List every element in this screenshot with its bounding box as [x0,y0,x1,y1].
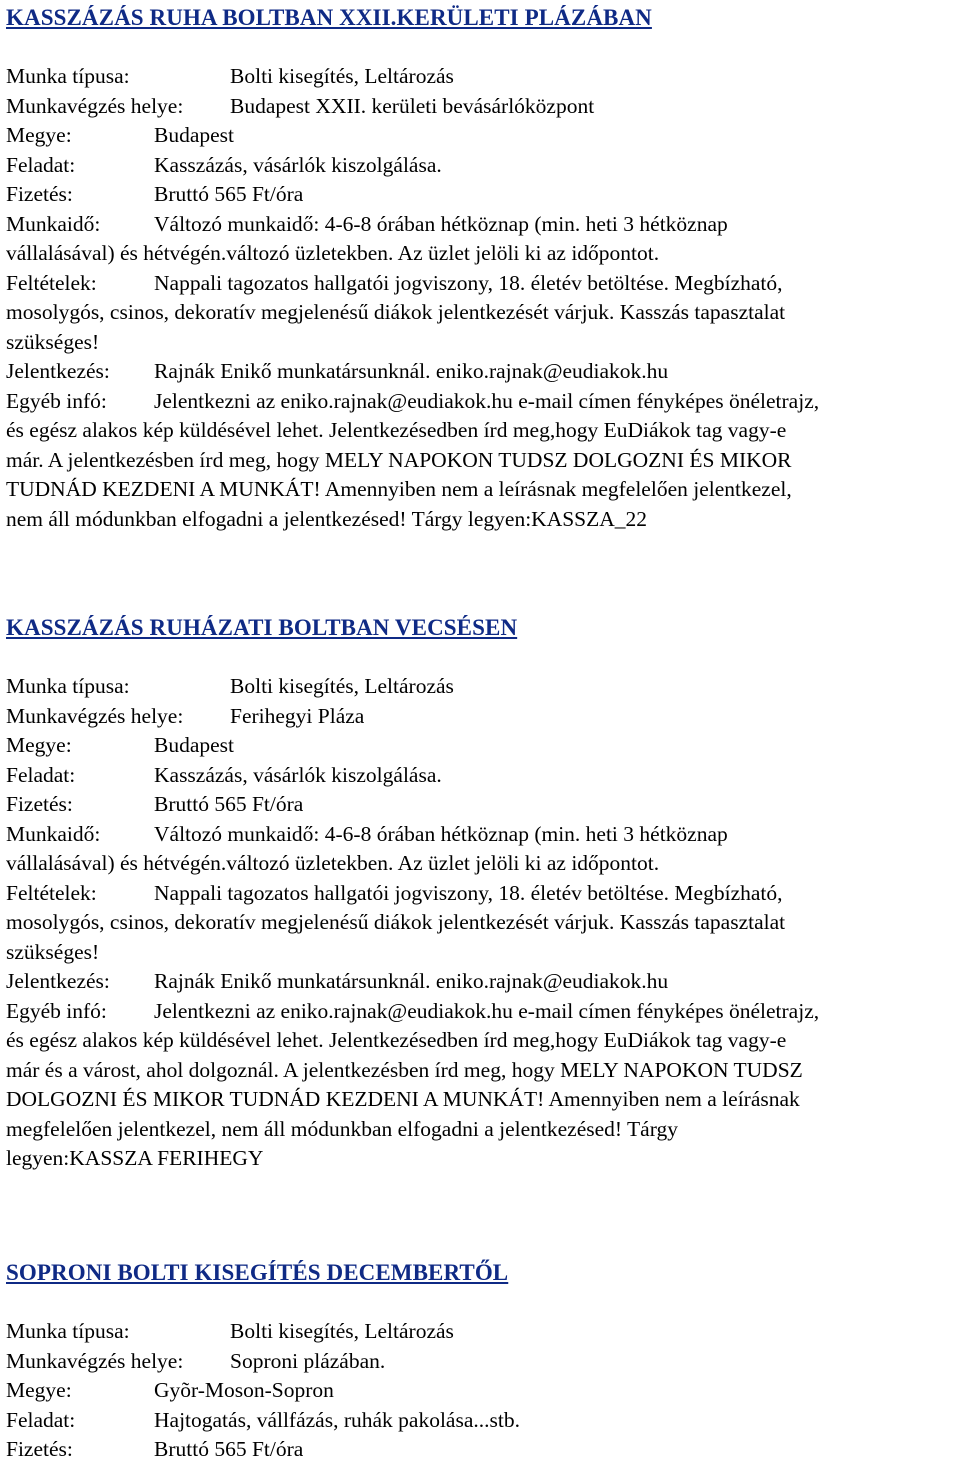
field-label: Megye: [6,123,72,147]
field-label: Feladat: [6,762,76,787]
field-fizetes [6,180,956,210]
field-value: Kasszázás, vásárlók kiszolgálása. [154,152,442,177]
field-helye [6,702,956,732]
field-munkaido [6,820,956,879]
field-value: Budapest [154,733,235,757]
field-value-cont: és egész alakos kép küldésével lehet. Jelentkezésedben írd meg,hogy EuDiákok tag vagy-e [6,1028,787,1052]
field-label: Feladat: [6,1407,76,1432]
field-label: Fizetés: [6,182,73,206]
field-value: Bruttó 565 Ft/óra [154,792,304,816]
field-label: Munka típusa: [6,674,130,698]
field-feltetelek [6,879,956,968]
field-label: Jelentkezés: [6,359,110,383]
field-label: Jelentkezés: [6,969,110,993]
field-value: Gyõr-Moson-Sopron [154,1378,334,1402]
field-feladat [6,151,956,181]
field-label: Munkaidő: [6,211,101,236]
job-listing-3 [6,1255,956,1465]
field-value: Soproni plázában. [230,1348,386,1373]
job-details [6,62,956,534]
job-title: KASSZÁZÁS RUHA BOLTBAN XXII.KERÜLETI PLÁZÁBAN [6,5,652,30]
field-feladat [6,761,956,791]
field-value: Bolti kisegítés, Leltározás [230,674,454,698]
field-feladat [6,1406,956,1436]
field-value-cont: megfelelően jelentkezel, nem áll módunkban elfogadni a jelentkezésed! Tárgy [6,1116,679,1141]
field-fizetes [6,1435,956,1465]
field-value-cont: vállalásával) és hétvégén.változó üzletekben. Az üzlet jelöli ki az időpontot. [6,851,660,875]
field-jelentkezes [6,357,956,387]
job-title: SOPRONI BOLTI KISEGÍTÉS DECEMBERTŐL [6,1260,509,1285]
field-value: Nappali tagozatos hallgatói jogviszony, 18. életév betöltése. Megbízható, [154,270,783,295]
field-value-cont: TUDNÁD KEZDENI A MUNKÁT! Amennyiben nem a leírásnak megfelelően jelentkezel, [6,477,792,501]
field-value: Változó munkaidő: 4-6-8 órában hétköznap (min. heti 3 hétköznap [154,211,728,236]
field-value: Bruttó 565 Ft/óra [154,1437,304,1461]
field-value-cont: mosolygós, csinos, dekoratív megjelenésű diákok jelentkezését várjuk. Kasszás tapasztalat [6,910,786,934]
field-egyeb [6,387,956,535]
field-label: Munkavégzés helye: [6,93,184,118]
field-megye [6,121,956,151]
job-details [6,1317,956,1465]
field-value: Budapest [154,123,235,147]
field-value-cont: nem áll módunkban elfogadni a jelentkezésed! Tárgy legyen:KASSZA_22 [6,506,648,531]
field-value-cont: vállalásával) és hétvégén.változó üzletekben. Az üzlet jelöli ki az időpontot. [6,241,660,265]
field-value: Jelentkezni az eniko.rajnak@eudiakok.hu e-mail címen fényképes önéletrajz, [154,998,820,1023]
field-value: Jelentkezni az eniko.rajnak@eudiakok.hu e-mail címen fényképes önéletrajz, [154,388,820,413]
field-value-cont: már. A jelentkezésben írd meg, hogy MELY NAPOKON TUDSZ DOLGOZNI ÉS MIKOR [6,447,792,472]
field-value-cont: mosolygós, csinos, dekoratív megjelenésű diákok jelentkezését várjuk. Kasszás tapasztalat [6,300,786,324]
field-value: Változó munkaidő: 4-6-8 órában hétköznap (min. heti 3 hétköznap [154,821,728,846]
field-label: Egyéb infó: [6,998,107,1023]
field-value: Nappali tagozatos hallgatói jogviszony, 18. életév betöltése. Megbízható, [154,880,783,905]
field-label: Fizetés: [6,792,73,816]
field-value: Rajnák Enikő munkatársunknál. eniko.rajnak@eudiakok.hu [154,359,669,383]
field-value: Ferihegyi Pláza [230,703,365,728]
field-label: Megye: [6,1378,72,1402]
field-label: Feladat: [6,152,76,177]
field-label: Munkavégzés helye: [6,1348,184,1373]
field-value: Bolti kisegítés, Leltározás [230,64,454,88]
field-fizetes [6,790,956,820]
field-munka-tipusa [6,62,956,92]
field-value: Kasszázás, vásárlók kiszolgálása. [154,762,442,787]
field-label: Munka típusa: [6,64,130,88]
field-helye [6,1347,956,1377]
field-value: Bruttó 565 Ft/óra [154,182,304,206]
field-munkaido [6,210,956,269]
field-value-cont: szükséges! [6,329,100,354]
field-label: Feltételek: [6,270,97,295]
field-feltetelek [6,269,956,358]
field-munka-tipusa [6,1317,956,1347]
field-megye [6,731,956,761]
job-title: KASSZÁZÁS RUHÁZATI BOLTBAN VECSÉSEN [6,615,518,640]
field-value-cont: szükséges! [6,939,100,964]
field-megye [6,1376,956,1406]
field-label: Egyéb infó: [6,388,107,413]
field-value: Budapest XXII. kerületi bevásárlóközpont [230,93,595,118]
field-value-cont: már és a várost, ahol dolgoznál. A jelentkezésben írd meg, hogy MELY NAPOKON TUDSZ [6,1057,803,1082]
field-label: Munkaidő: [6,821,101,846]
field-value-cont: legyen:KASSZA FERIHEGY [6,1146,264,1170]
field-helye [6,92,956,122]
field-jelentkezes [6,967,956,997]
job-details [6,672,956,1174]
field-label: Munka típusa: [6,1319,130,1343]
field-label: Munkavégzés helye: [6,703,184,728]
field-value-cont: DOLGOZNI ÉS MIKOR TUDNÁD KEZDENI A MUNKÁT! Amennyiben nem a leírásnak [6,1087,800,1111]
field-value: Rajnák Enikő munkatársunknál. eniko.rajnak@eudiakok.hu [154,969,669,993]
job-listing-1 [6,0,956,534]
job-listing-2 [6,610,956,1174]
field-value-cont: és egész alakos kép küldésével lehet. Jelentkezésedben írd meg,hogy EuDiákok tag vagy-e [6,418,787,442]
field-value: Hajtogatás, vállfázás, ruhák pakolása...stb. [154,1407,520,1432]
field-label: Feltételek: [6,880,97,905]
field-egyeb [6,997,956,1174]
field-value: Bolti kisegítés, Leltározás [230,1319,454,1343]
field-munka-tipusa [6,672,956,702]
field-label: Megye: [6,733,72,757]
field-label: Fizetés: [6,1437,73,1461]
